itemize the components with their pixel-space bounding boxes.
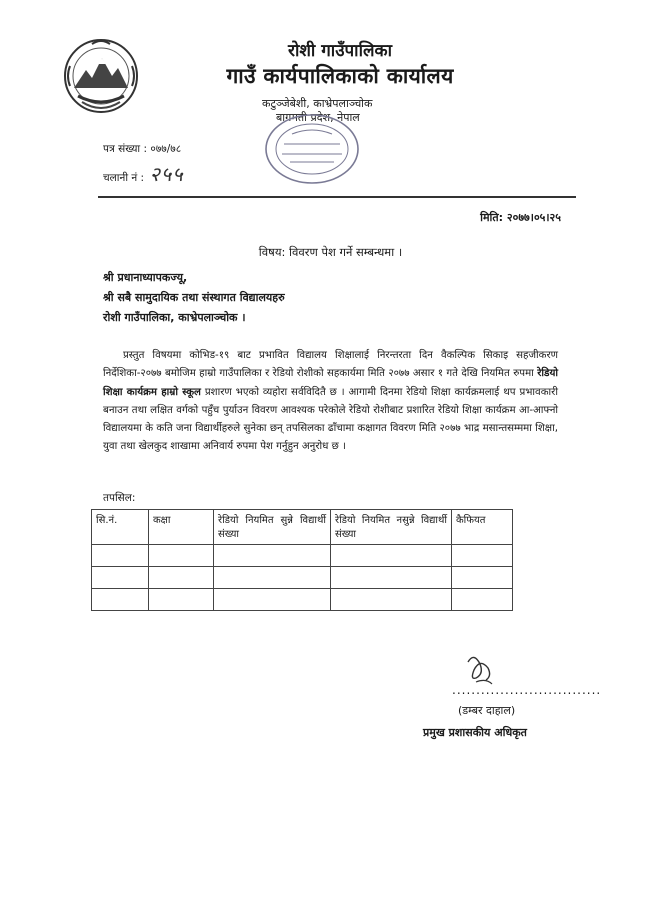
- body-paragraph: [103, 347, 558, 457]
- body-part-2: प्रशारण भएको व्यहोरा सर्वविदितै छ । आगामी दिनमा रेडियो शिक्षा कार्यक्रमलाई थप प्रभावकारी बनाउन तथा लक्षित वर्गको पहुँच पुर्याउन विवरण आवश्यक परेकोले रेडियो रोशीबाट प्रशारित रेडियो शिक्षा कार्यक्रम आ-आफ्नो विद्यालयमा के कति जना विद्यार्थीहरुले सुनेका छन् तपसिलका ढाँचामा कक्षागत विवरण मिति २०७७ भाद्र मसान्तसम्ममा शिक्षा, युवा तथा खेलकुद शाखामा अनिवार्य रुपमा पेश गर्नुहुन अनुरोध छ ।: [103, 386, 558, 453]
- details-table: [91, 509, 513, 611]
- letter-date: मिति: २०७७।०५।२५: [480, 211, 561, 224]
- signatory-title: प्रमुख प्रशासकीय अधिकृत: [423, 726, 527, 739]
- header-divider: [98, 196, 576, 198]
- addressee-line-1: श्री प्रधानाध्यापकज्यू,: [103, 271, 188, 284]
- table-header-cell: रेडियो नियमित नसुन्ने विद्यार्थी संख्या: [331, 510, 452, 545]
- table-row: [92, 589, 513, 611]
- chalani-number: २५५: [149, 162, 184, 186]
- program-name: रेडियो शिक्षा कार्यक्रम हाम्रो स्कूल: [103, 368, 558, 398]
- letter-body: [103, 347, 558, 457]
- table-header-cell: सि.नं.: [92, 510, 149, 545]
- table-header-row: [92, 510, 513, 545]
- table-header-cell: रेडियो नियमित सुन्ने विद्यार्थी संख्या: [214, 510, 331, 545]
- body-part-1: प्रस्तुत विषयमा कोभिड-१९ बाट प्रभावित विद्यालय शिक्षालाई निरन्तरता दिन वैकल्पिक सिकाइ सहजीकरण निर्देशिका-२०७७ बमोजिम हाम्रो गाउँपालिका र रेडियो रोशीको सहकार्यमा मिति २०७७ असार १ गते देखि नियमित रुपमा: [103, 350, 558, 380]
- address-line-2: बागमती प्रदेश, नेपाल: [276, 111, 360, 124]
- office-stamp-icon: [262, 110, 362, 188]
- table-row: [92, 545, 513, 567]
- signature-line: ...............................: [452, 683, 602, 697]
- table-header-cell: कैफियत: [452, 510, 513, 545]
- chalani-label: चलानी नं :: [103, 172, 145, 184]
- patra-sankhya: पत्र संख्या : ०७७/७८: [103, 143, 182, 155]
- signatory-name: (डम्बर दाहाल): [458, 704, 516, 717]
- table-header-cell: कक्षा: [149, 510, 214, 545]
- nepal-emblem-icon: [62, 36, 140, 118]
- letter-subject: विषय: विवरण पेश गर्ने सम्बन्धमा ।: [258, 245, 403, 259]
- office-name: रोशी गाउँपालिका: [288, 41, 392, 61]
- chalani-row: [103, 160, 184, 187]
- table-row: [92, 567, 513, 589]
- office-main-title: गाउँ कार्यपालिकाको कार्यालय: [226, 64, 454, 88]
- tapsil-label: तपसिल:: [103, 492, 136, 504]
- address-line-1: कटुञ्जेबेशी, काभ्रेपलाञ्चोक: [262, 97, 373, 110]
- addressee-line-2: श्री सबै सामुदायिक तथा संस्थागत विद्यालयहरु: [103, 291, 285, 304]
- addressee-line-3: रोशी गाउँपालिका, काभ्रेपलाञ्चोक ।: [103, 311, 246, 324]
